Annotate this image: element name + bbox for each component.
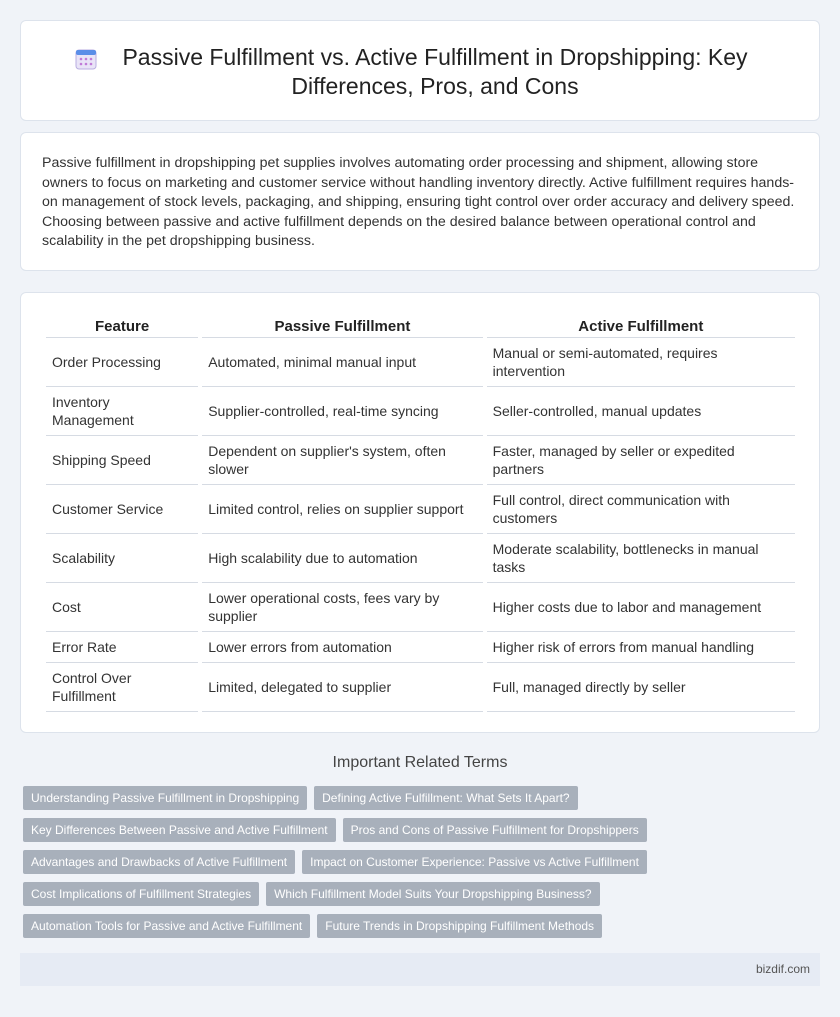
passive-cell: Supplier-controlled, real-time syncing xyxy=(202,387,482,436)
tag-row xyxy=(23,818,813,842)
passive-cell: Automated, minimal manual input xyxy=(202,338,482,387)
tag-row xyxy=(23,850,813,874)
tag-row xyxy=(23,914,813,938)
related-term-tag[interactable]: Key Differences Between Passive and Active Fulfillment xyxy=(23,818,336,842)
related-term-tag[interactable]: Impact on Customer Experience: Passive vs Active Fulfillment xyxy=(302,850,647,874)
feature-cell: Scalability xyxy=(46,534,198,583)
table-row xyxy=(46,338,795,387)
active-cell: Manual or semi-automated, requires intervention xyxy=(487,338,795,387)
related-term-tag[interactable]: Pros and Cons of Passive Fulfillment for Dropshippers xyxy=(343,818,647,842)
footer-site-link[interactable]: bizdif.com xyxy=(755,962,810,976)
related-term-tag[interactable]: Cost Implications of Fulfillment Strategies xyxy=(23,882,259,906)
comparison-table xyxy=(42,316,799,712)
passive-cell: Limited, delegated to supplier xyxy=(202,663,482,712)
table-row xyxy=(46,436,795,485)
table-row xyxy=(46,387,795,436)
related-term-tag[interactable]: Understanding Passive Fulfillment in Dropshipping xyxy=(23,786,307,810)
active-cell: Faster, managed by seller or expedited partners xyxy=(487,436,795,485)
related-term-tag[interactable]: Automation Tools for Passive and Active Fulfillment xyxy=(23,914,310,938)
passive-cell: Dependent on supplier's system, often slower xyxy=(202,436,482,485)
intro-card xyxy=(20,132,820,271)
header-active: Active Fulfillment xyxy=(487,316,795,338)
related-term-tag[interactable]: Future Trends in Dropshipping Fulfillment Methods xyxy=(317,914,602,938)
table-row xyxy=(46,663,795,712)
related-terms-list xyxy=(23,786,813,946)
related-term-tag[interactable]: Which Fulfillment Model Suits Your Dropshipping Business? xyxy=(266,882,600,906)
header-card xyxy=(20,20,820,121)
feature-cell: Inventory Management xyxy=(46,387,198,436)
passive-cell: Lower operational costs, fees vary by supplier xyxy=(202,583,482,632)
passive-cell: Lower errors from automation xyxy=(202,632,482,663)
related-term-tag[interactable]: Defining Active Fulfillment: What Sets It Apart? xyxy=(314,786,577,810)
table-row xyxy=(46,632,795,663)
passive-cell: Limited control, relies on supplier support xyxy=(202,485,482,534)
feature-cell: Order Processing xyxy=(46,338,198,387)
active-cell: Seller-controlled, manual updates xyxy=(487,387,795,436)
feature-cell: Control Over Fulfillment xyxy=(46,663,198,712)
feature-cell: Cost xyxy=(46,583,198,632)
header-passive: Passive Fulfillment xyxy=(202,316,482,338)
active-cell: Full control, direct communication with customers xyxy=(487,485,795,534)
active-cell: Moderate scalability, bottlenecks in manual tasks xyxy=(487,534,795,583)
related-term-tag[interactable]: Advantages and Drawbacks of Active Fulfillment xyxy=(23,850,295,874)
page-title: Passive Fulfillment vs. Active Fulfillment in Dropshipping: Key Differences, Pros, and Cons xyxy=(122,44,748,99)
table-header-row xyxy=(46,316,795,338)
tag-row xyxy=(23,882,813,906)
intro-paragraph: Passive fulfillment in dropshipping pet supplies involves automating order processing and shipment, allowing store owners to focus on marketing and customer service without handling inventory directly. Active fulfillment requires hands-on management of stock levels, packaging, and shipping, ensuring tight control over order accuracy and delivery speed. Choosing between passive and active fulfillment depends on the desired balance between operational control and scalability in the pet dropshipping business. xyxy=(42,155,795,250)
active-cell: Full, managed directly by seller xyxy=(487,663,795,712)
feature-cell: Customer Service xyxy=(46,485,198,534)
tag-row xyxy=(23,786,813,810)
header-feature: Feature xyxy=(46,316,198,338)
active-cell: Higher risk of errors from manual handling xyxy=(487,632,795,663)
active-cell: Higher costs due to labor and management xyxy=(487,583,795,632)
footer xyxy=(20,953,820,986)
feature-cell: Shipping Speed xyxy=(46,436,198,485)
comparison-table-card xyxy=(20,292,820,733)
passive-cell: High scalability due to automation xyxy=(202,534,482,583)
table-row xyxy=(46,485,795,534)
table-row xyxy=(46,534,795,583)
related-terms-title: Important Related Terms xyxy=(332,754,508,771)
table-row xyxy=(46,583,795,632)
feature-cell: Error Rate xyxy=(46,632,198,663)
